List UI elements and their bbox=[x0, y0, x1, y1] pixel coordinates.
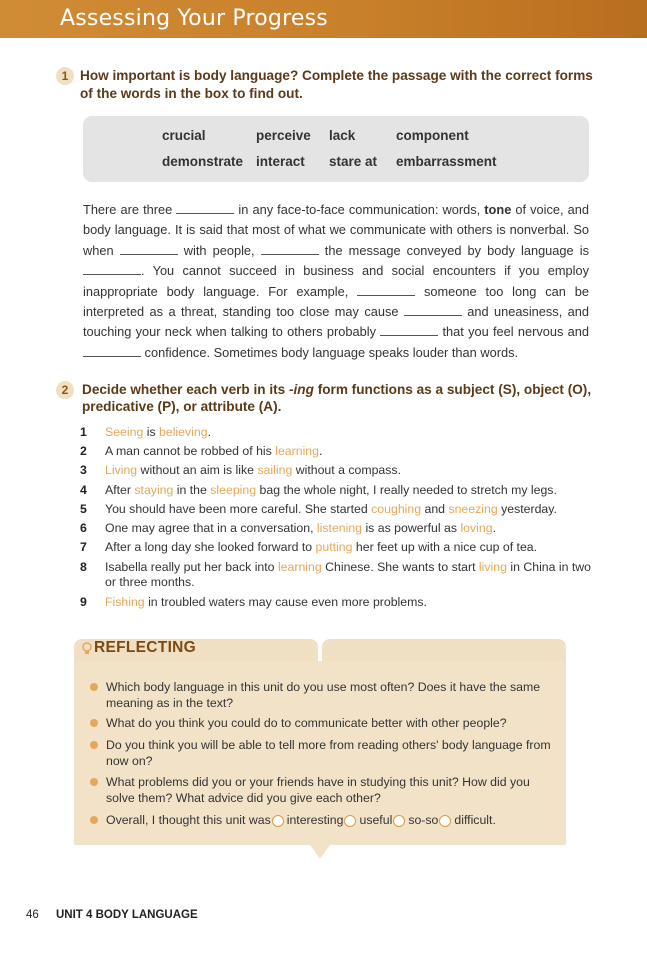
blank-1[interactable] bbox=[176, 203, 234, 214]
sentence-text: . bbox=[319, 444, 323, 458]
option-radio[interactable] bbox=[344, 815, 356, 827]
item-sentence bbox=[105, 560, 595, 590]
ing-verb: Fishing bbox=[105, 595, 145, 609]
blank-5[interactable] bbox=[357, 285, 415, 296]
blank-7[interactable] bbox=[380, 325, 438, 336]
sentence-text: in the bbox=[173, 483, 211, 497]
section-header bbox=[0, 0, 647, 38]
option-radio[interactable] bbox=[272, 815, 284, 827]
sentence-text: in troubled waters may cause even more problems. bbox=[144, 595, 427, 609]
item-number: 6 bbox=[80, 521, 87, 535]
unit-label: UNIT 4 BODY LANGUAGE bbox=[56, 909, 198, 921]
word-lack: lack bbox=[329, 128, 356, 143]
sentence-text: Chinese. She wants to start bbox=[321, 560, 479, 574]
sentence-text: A man cannot be robbed of his bbox=[105, 444, 276, 458]
question-1-instruction-line1: How important is body language? Complete the passage with the correct forms bbox=[80, 68, 593, 83]
item-number: 5 bbox=[80, 502, 87, 516]
bullet-icon bbox=[90, 778, 98, 786]
sentence-text: yesterday. bbox=[497, 502, 557, 516]
item-sentence bbox=[105, 425, 595, 440]
sentence-text: without an aim is like bbox=[137, 463, 258, 477]
question-2-instruction-line1: Decide whether each verb in its -ing form functions as a subject (S), object (O), bbox=[82, 382, 592, 397]
sentence-text: You should have been more careful. She started bbox=[105, 502, 372, 516]
item-sentence bbox=[105, 595, 595, 610]
ing-verb: learning bbox=[277, 560, 322, 574]
section-title: Assessing Your Progress bbox=[60, 6, 328, 31]
question-1-number: 1 bbox=[56, 67, 74, 85]
ing-verb: Living bbox=[105, 463, 138, 477]
ing-verb: Seeing bbox=[105, 425, 144, 439]
ing-verb: sleeping bbox=[210, 483, 257, 497]
item-sentence bbox=[105, 444, 595, 459]
item-sentence bbox=[105, 521, 595, 536]
sentence-text: is bbox=[143, 425, 160, 439]
sentence-text: After bbox=[105, 483, 135, 497]
reflecting-title: REFLECTING bbox=[94, 639, 197, 656]
word-component: component bbox=[396, 128, 469, 143]
sentence-text: After a long day she looked forward to bbox=[105, 540, 316, 554]
sentence-text: in China in two or three months. bbox=[105, 560, 592, 589]
item-number: 7 bbox=[80, 540, 87, 554]
item-number: 8 bbox=[80, 560, 87, 574]
ing-verb: putting bbox=[315, 540, 353, 554]
option-label: interesting bbox=[286, 813, 344, 827]
question-1-instruction-line2: of the words in the box to find out. bbox=[80, 86, 303, 101]
word-embarrassment: embarrassment bbox=[396, 154, 497, 169]
word-box bbox=[83, 116, 589, 182]
item-number: 1 bbox=[80, 425, 87, 439]
reflecting-box: REFLECTING Which body language in this unit do you use most often? Does it have the same meaning as in the text? What do you think you could do to communicate better with other people? Do you think you will be able to tell more from reading others' body language from now on? What problems did you or your friends have in studying this unit? How did you solve them? What advice did you give each other? Overall, I thought this unit was interesting useful so-so difficult. bbox=[74, 639, 566, 861]
sentence-text: her feet up with a nice cup of tea. bbox=[352, 540, 538, 554]
sentence-text: without a compass. bbox=[292, 463, 401, 477]
page-number: 46 bbox=[26, 909, 39, 921]
sentence-text: . bbox=[207, 425, 211, 439]
item-sentence bbox=[105, 540, 595, 555]
bullet-icon bbox=[90, 683, 98, 691]
ing-verb: sailing bbox=[257, 463, 293, 477]
item-sentence bbox=[105, 483, 595, 498]
blank-8[interactable] bbox=[83, 346, 141, 357]
word-perceive: perceive bbox=[256, 128, 311, 143]
ing-verb: sneezing bbox=[448, 502, 498, 516]
sentence-text: is as powerful as bbox=[362, 521, 461, 535]
question-2-instruction-line2: predicative (P), or attribute (A). bbox=[82, 399, 282, 414]
ing-verb: believing bbox=[159, 425, 208, 439]
reflecting-notch bbox=[310, 845, 330, 859]
blank-2[interactable] bbox=[120, 244, 178, 255]
ing-verb: living bbox=[478, 560, 507, 574]
option-label: useful bbox=[359, 813, 393, 827]
item-number: 3 bbox=[80, 463, 87, 477]
reflecting-item: Which body language in this unit do you use most often? Does it have the same meaning as in the text? bbox=[90, 679, 552, 711]
word-stare-at: stare at bbox=[329, 154, 378, 169]
sentence-text: bag the whole night, I really needed to stretch my legs. bbox=[256, 483, 557, 497]
sentence-text: Isabella really put her back into bbox=[105, 560, 278, 574]
item-number: 9 bbox=[80, 595, 87, 609]
item-sentence bbox=[105, 502, 595, 517]
ing-verb: listening bbox=[316, 521, 363, 535]
blank-6[interactable] bbox=[404, 305, 462, 316]
ing-verb: coughing bbox=[371, 502, 422, 516]
option-label: difficult. bbox=[454, 813, 496, 827]
option-radio[interactable] bbox=[439, 815, 451, 827]
item-number: 2 bbox=[80, 444, 87, 458]
item-sentence bbox=[105, 463, 595, 478]
lightbulb-icon bbox=[82, 642, 92, 656]
blank-3[interactable] bbox=[261, 244, 319, 255]
bullet-icon bbox=[90, 719, 98, 727]
blank-4[interactable] bbox=[83, 264, 141, 275]
word-interact: interact bbox=[256, 154, 305, 169]
bullet-icon bbox=[90, 816, 98, 824]
sentence-text: One may agree that in a conversation, bbox=[105, 521, 317, 535]
ing-verb: loving bbox=[460, 521, 493, 535]
question-2-number: 2 bbox=[56, 381, 74, 399]
word-crucial: crucial bbox=[162, 128, 206, 143]
item-number: 4 bbox=[80, 483, 87, 497]
ing-verb: staying bbox=[134, 483, 174, 497]
bullet-icon bbox=[90, 741, 98, 749]
option-radio[interactable] bbox=[393, 815, 405, 827]
sentence-text: . bbox=[492, 521, 497, 535]
ing-verb: learning bbox=[275, 444, 319, 458]
option-label: so-so bbox=[408, 813, 439, 827]
sentence-text: and bbox=[421, 502, 449, 516]
passage-text: There are three in any face-to-face communication: words, tone of voice, and body language. It is said that most of what we communicate with others is nonverbal. So when with people, the message conveyed by body language is . You cannot succeed in business and social encounters if you employ inappropriate body language. For example, someone too long can be interpreted as a threat, standing too close may cause and uneasiness, and touching your neck when talking to others probably that you feel nervous and confidence. Sometimes body language speaks louder than words. bbox=[83, 202, 590, 360]
word-demonstrate: demonstrate bbox=[162, 154, 244, 169]
